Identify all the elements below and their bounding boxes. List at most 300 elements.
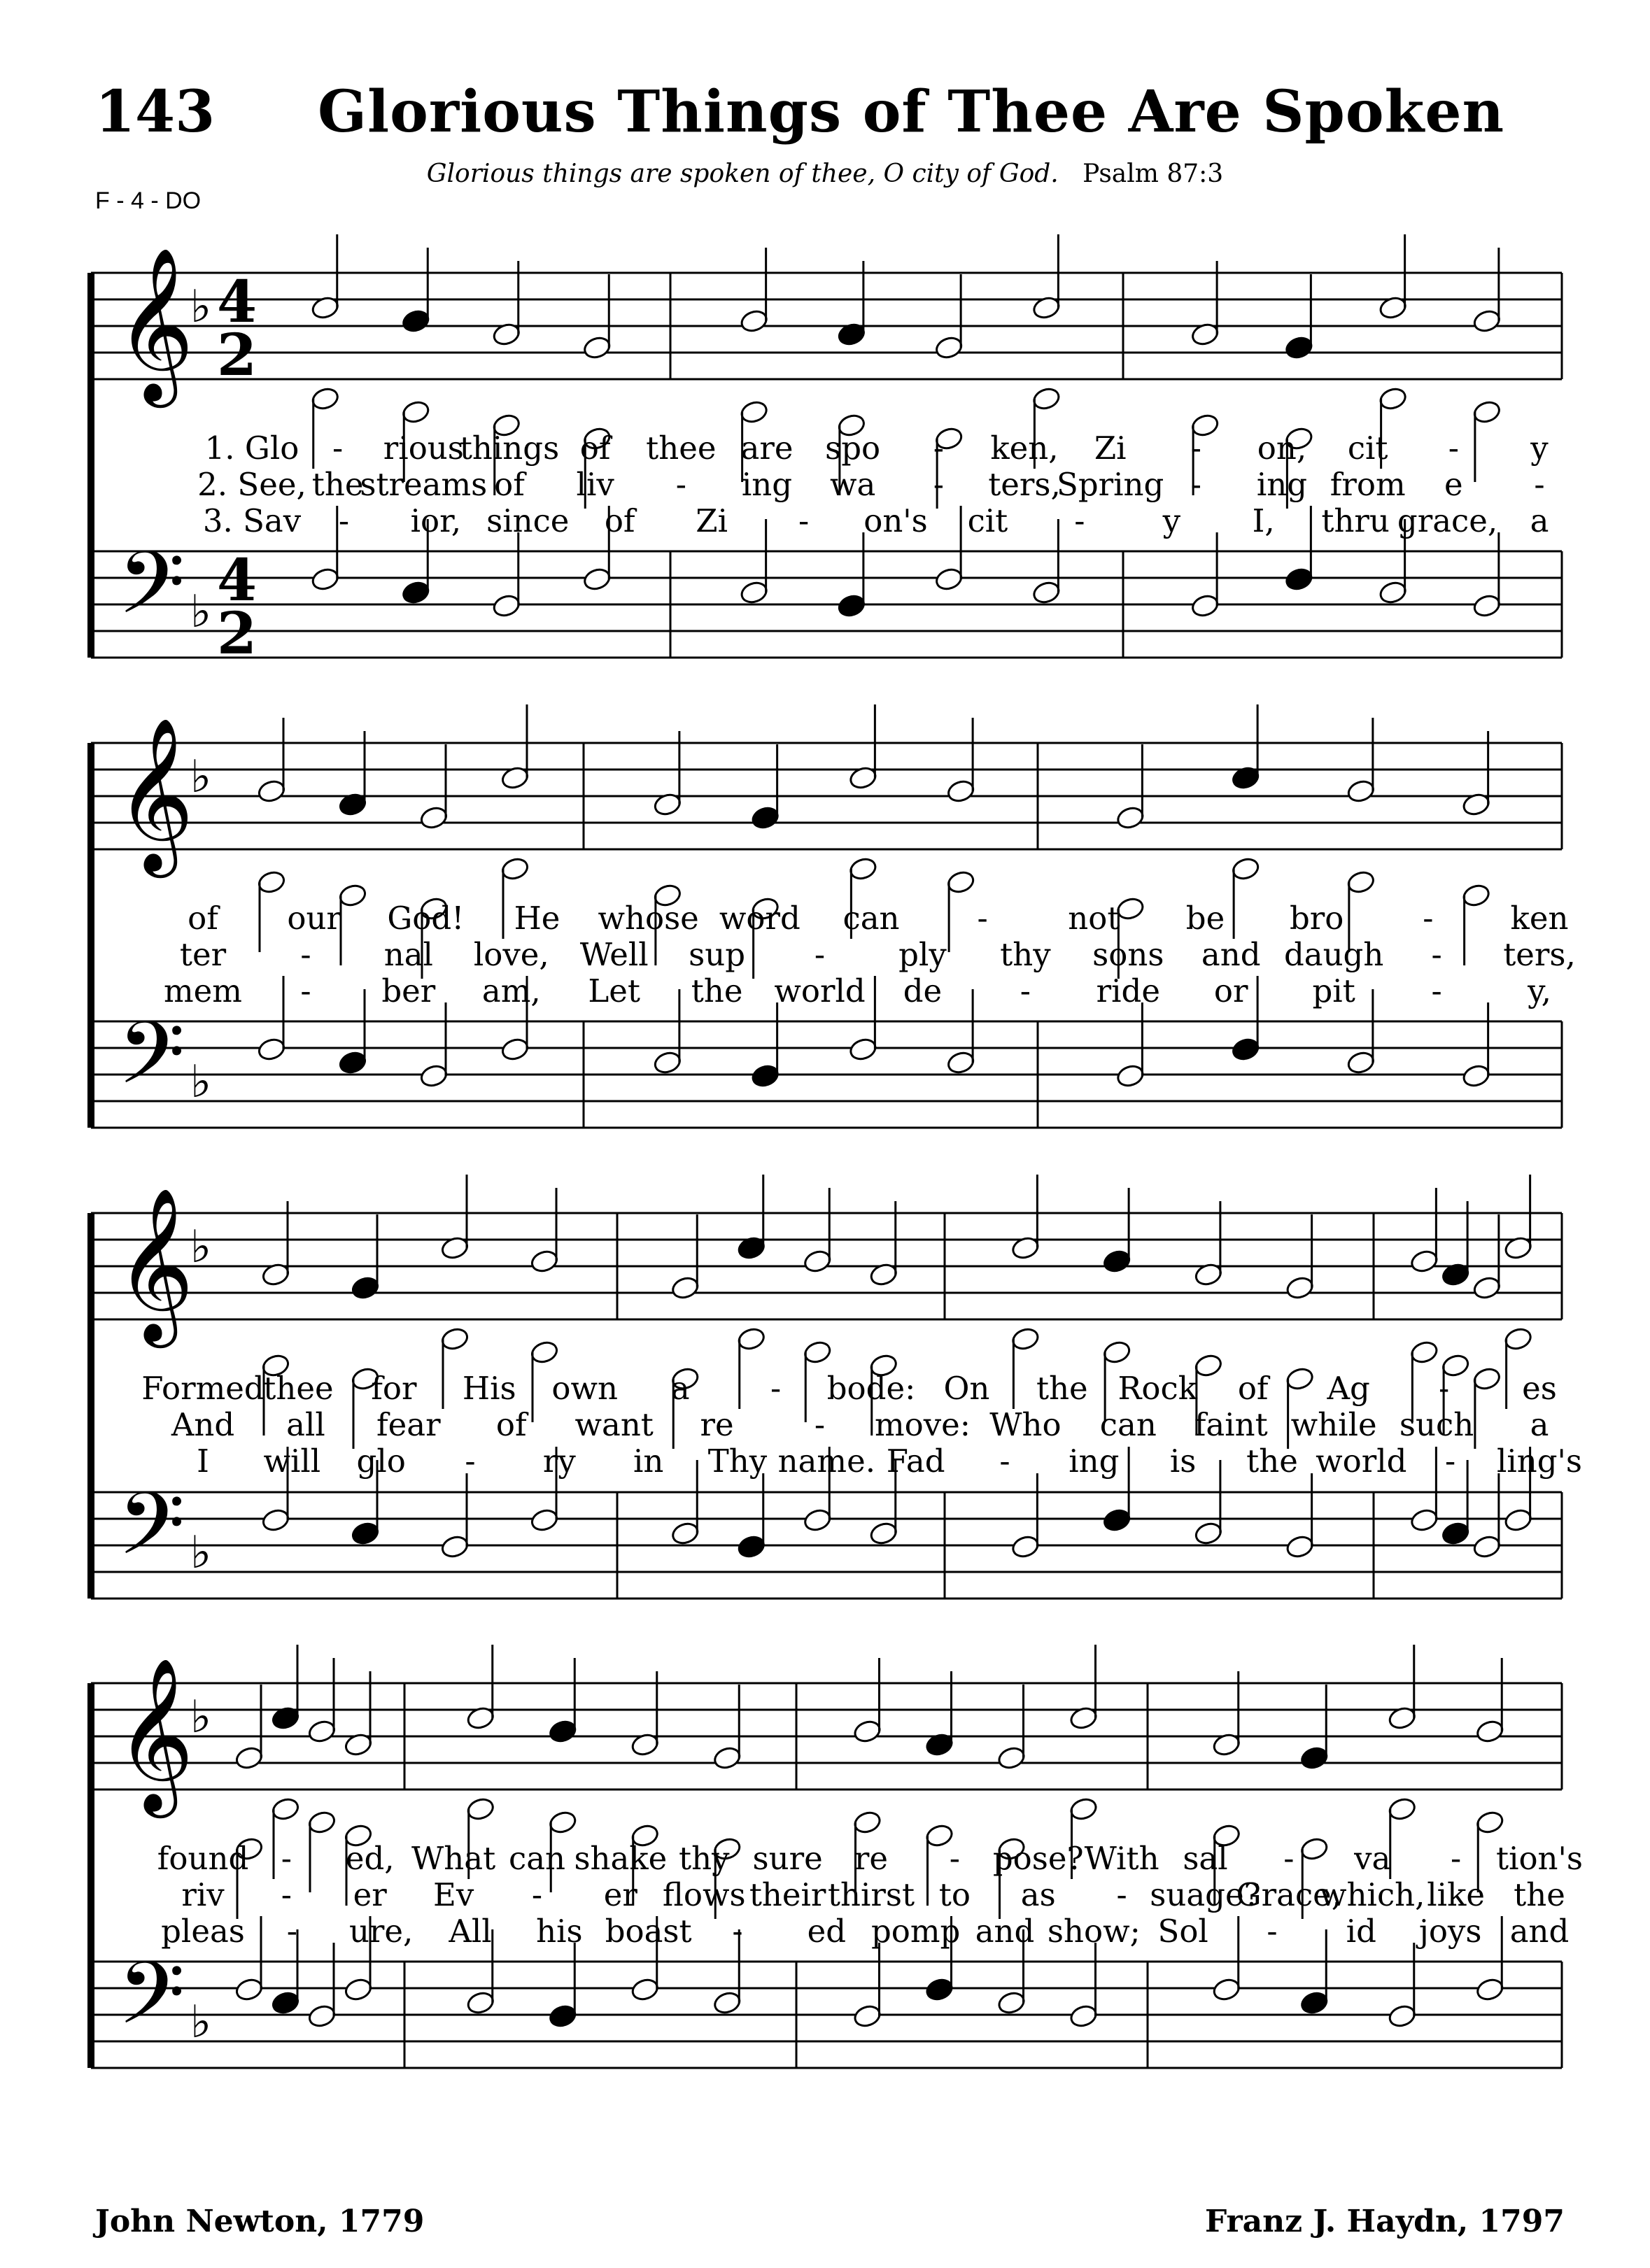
lyric-syllable: ber [381, 972, 436, 1009]
lyric-syllable: - [798, 502, 810, 539]
lyric-syllable: and [975, 1913, 1035, 1950]
lyric-syllable: ing [741, 466, 793, 503]
lyric-syllable: - [1074, 502, 1085, 539]
lyric-syllable: thirst [827, 1876, 915, 1913]
bass-clef-icon: 𝄢 [118, 533, 185, 655]
lyric-syllable: es [1522, 1370, 1557, 1407]
note-head [1194, 1353, 1224, 1379]
note-head [653, 1050, 683, 1076]
lyric-syllable: And [171, 1406, 235, 1443]
note-head [739, 309, 769, 334]
flat-icon: ♭ [190, 751, 212, 803]
note-head [868, 1521, 898, 1547]
note-head [440, 1534, 470, 1560]
epigraph-text: Glorious things are spoken of thee, O city of God. [426, 160, 1059, 188]
flat-icon: ♭ [190, 1692, 212, 1743]
lyric-syllable: grace, [1397, 502, 1498, 539]
lyric-syllable: his [536, 1913, 583, 1950]
lyric-syllable: - [1445, 1443, 1456, 1480]
lyric-syllable: - [814, 1406, 826, 1443]
note-head [491, 593, 521, 619]
lyric-syllable: ply [898, 936, 947, 973]
lyric-syllable: a [1530, 502, 1549, 539]
lyric-syllable: riv [181, 1876, 225, 1913]
lyric-syllable: ior, [410, 502, 462, 539]
lyric-syllable: thee [646, 430, 717, 467]
lyric-syllable: own [551, 1370, 618, 1407]
lyric-syllable: since [486, 502, 570, 539]
lyric-syllable: God! [387, 900, 465, 937]
note-head [530, 1508, 560, 1533]
lyric-syllable: or [1213, 972, 1248, 1009]
note-head [307, 2004, 337, 2029]
lyric-syllable: tion's [1495, 1840, 1584, 1877]
lyric-syllable: - [1431, 936, 1442, 973]
note-head [582, 567, 612, 593]
bass-clef-icon: 𝄢 [118, 1003, 185, 1125]
note-head [1284, 335, 1314, 361]
lyric-syllable: Let [588, 972, 640, 1009]
lyric-syllable: His [462, 1370, 516, 1407]
note-head [996, 1990, 1027, 2016]
note-head [852, 1719, 882, 1745]
lyric-syllable: id [1346, 1913, 1376, 1950]
lyric-syllable: I, [1252, 502, 1275, 539]
lyric-syllable: y, [1528, 972, 1551, 1009]
note-head [1031, 580, 1062, 606]
lyric-syllable: thy [1000, 936, 1051, 973]
time-signature: 2 [217, 600, 258, 667]
note-head [307, 1719, 337, 1745]
lyric-syllable: and [1509, 1913, 1570, 1950]
lyric-syllable: - [1431, 972, 1442, 1009]
lyric-syllable: their [749, 1876, 826, 1913]
flat-icon: ♭ [190, 1997, 212, 2048]
note-head [310, 567, 340, 593]
lyric-syllable: de [903, 972, 943, 1009]
lyric-syllable: which, [1320, 1876, 1425, 1913]
lyric-syllable: word [719, 900, 801, 937]
note-head [1299, 1745, 1330, 1771]
lyric-syllable: - [1448, 430, 1459, 467]
note-head [946, 779, 976, 805]
lyric-syllable: like [1427, 1876, 1485, 1913]
lyric-syllable: pomp [870, 1913, 961, 1950]
lyric-syllable: Ag [1327, 1370, 1370, 1407]
lyric-syllable: joys [1418, 1913, 1482, 1950]
lyric-syllable: ry [542, 1443, 576, 1480]
note-head [1472, 309, 1502, 334]
lyric-syllable: - [1283, 1840, 1295, 1877]
note-head [530, 1249, 560, 1275]
lyric-syllable: All [449, 1913, 492, 1950]
lyric-syllable: shake [574, 1840, 668, 1877]
lyric-syllable: is [1169, 1443, 1197, 1480]
treble-clef-icon: 𝄞 [115, 1657, 195, 1811]
note-head [803, 1508, 833, 1533]
note-head [1102, 1508, 1132, 1533]
note-head [934, 567, 964, 593]
lyric-syllable: and [1201, 936, 1261, 973]
lyric-syllable: - [1451, 1840, 1462, 1877]
note-head [440, 1326, 470, 1352]
note-head [338, 1050, 368, 1076]
note-head [924, 1977, 954, 2003]
note-head [271, 1990, 301, 2016]
note-head [351, 1275, 381, 1301]
lyric-syllable: - [300, 936, 311, 973]
lyric-syllable: fear [376, 1406, 441, 1443]
treble-clef-icon: 𝄞 [115, 716, 195, 871]
note-head [500, 1037, 530, 1063]
note-head [419, 805, 449, 831]
lyric-syllable: 3. Sav [202, 502, 302, 539]
lyric-syllable: move: [874, 1406, 971, 1443]
lyric-syllable: 2. See, [197, 466, 306, 503]
flat-icon: ♭ [190, 1056, 212, 1108]
note-head [1102, 1340, 1132, 1366]
note-head [1010, 1326, 1041, 1352]
lyric-syllable: suage? [1150, 1876, 1261, 1913]
lyric-syllable: ling's [1496, 1443, 1583, 1480]
lyric-syllable: rious [383, 430, 464, 467]
lyric-syllable: - [1534, 466, 1545, 503]
note-head [1299, 1836, 1330, 1862]
hymn-number: 143 [95, 78, 216, 146]
treble-clef-icon: 𝄞 [115, 1186, 195, 1341]
note-head [257, 1037, 287, 1063]
note-head [1387, 1796, 1417, 1822]
lyric-syllable: spo [825, 430, 881, 467]
lyric-syllable: cit [1347, 430, 1388, 467]
lyric-syllable: wa [829, 466, 876, 503]
note-head [1409, 1340, 1439, 1366]
note-head [401, 309, 431, 334]
note-head [261, 1508, 291, 1533]
note-head [1115, 896, 1145, 922]
lyric-syllable: - [465, 1443, 476, 1480]
note-head [1285, 1534, 1315, 1560]
note-head [1409, 1249, 1439, 1275]
note-head [852, 2004, 882, 2029]
lyric-syllable: - [732, 1913, 743, 1950]
epigraph-reference: Psalm 87:3 [1083, 160, 1224, 188]
note-head [465, 1796, 495, 1822]
lyric-syllable: bode: [826, 1370, 916, 1407]
lyric-syllable: bro [1289, 900, 1344, 937]
lyric-syllable: e [1444, 466, 1463, 503]
time-signature: 4 [217, 547, 258, 614]
note-head [344, 1977, 374, 2003]
note-head [530, 1340, 560, 1366]
lyric-syllable: er [603, 1876, 637, 1913]
note-head [670, 1521, 700, 1547]
lyric-syllable: found [157, 1840, 249, 1877]
lyric-syllable: - [933, 430, 944, 467]
lyric-syllable: - [770, 1370, 782, 1407]
lyric-syllable: world [774, 972, 866, 1009]
lyric-syllable: are [740, 430, 794, 467]
note-head [630, 1977, 660, 2003]
note-head [1115, 805, 1145, 831]
lyric-syllable: ing [1256, 466, 1308, 503]
note-head [1069, 2004, 1099, 2029]
note-head [739, 580, 769, 606]
note-head [1475, 1977, 1505, 2003]
lyric-syllable: things [459, 430, 560, 467]
lyric-syllable: - [1116, 1876, 1127, 1913]
lyric-syllable: of [495, 1406, 527, 1443]
lyric-syllable: - [286, 1913, 297, 1950]
lyric-syllable: nal [383, 936, 433, 973]
lyric-syllable: - [999, 1443, 1010, 1480]
note-head [946, 870, 976, 895]
note-head [1378, 580, 1408, 606]
lyric-syllable: streams [360, 466, 488, 503]
lyric-syllable: of [1237, 1370, 1269, 1407]
lyric-syllable: - [1267, 1913, 1278, 1950]
lyric-syllable: our [287, 900, 341, 937]
note-head [338, 883, 368, 909]
lyric-syllable: - [1020, 972, 1031, 1009]
lyric-syllable: sure [752, 1840, 823, 1877]
lyric-syllable: love, [473, 936, 549, 973]
note-head [1441, 1521, 1471, 1547]
note-head [401, 399, 431, 425]
lyric-syllable: - [1190, 430, 1201, 467]
lyric-syllable: a [1530, 1406, 1549, 1443]
note-head [582, 335, 612, 361]
lyric-syllable: thy [679, 1840, 730, 1877]
lyric-syllable: whose [598, 900, 699, 937]
lyric-syllable: - [1438, 1370, 1450, 1407]
note-head [1503, 1326, 1533, 1352]
note-head [736, 1534, 766, 1560]
lyric-syllable: as [1020, 1876, 1056, 1913]
lyric-syllable: He [514, 900, 560, 937]
note-head [1299, 1990, 1330, 2016]
note-head [1472, 399, 1502, 425]
note-head [419, 1063, 449, 1089]
lyric-syllable: in [633, 1443, 664, 1480]
note-head [1475, 1810, 1505, 1836]
flat-icon: ♭ [190, 1221, 212, 1273]
lyric-syllable: ed [807, 1913, 847, 1950]
time-signature: 2 [217, 322, 258, 389]
lyric-syllable: sal [1183, 1840, 1228, 1877]
lyric-syllable: the [1036, 1370, 1088, 1407]
lyric-syllable: - [281, 1876, 292, 1913]
note-head [257, 779, 287, 805]
lyric-syllable: a [670, 1370, 690, 1407]
note-head [1378, 386, 1408, 412]
lyric-syllable: y [1162, 502, 1180, 539]
note-head [1346, 870, 1376, 895]
flat-icon: ♭ [190, 586, 212, 638]
lyric-syllable: the [311, 466, 364, 503]
lyric-syllable: - [338, 502, 350, 539]
lyric-syllable: y [1530, 430, 1549, 467]
note-head [1069, 1796, 1099, 1822]
lyric-syllable: the [1514, 1876, 1565, 1913]
lyric-syllable: am, [481, 972, 541, 1009]
lyric-syllable: Grace, [1236, 1876, 1342, 1913]
note-head [1472, 1534, 1502, 1560]
note-head [271, 1796, 301, 1822]
lyric-syllable: - [332, 430, 344, 467]
note-head [1346, 779, 1376, 805]
note-head [1010, 1534, 1041, 1560]
lyric-syllable: to [938, 1876, 971, 1913]
note-head [750, 805, 780, 831]
note-head [1409, 1508, 1439, 1533]
lyric-syllable: on's [863, 502, 928, 539]
lyric-syllable: Who [989, 1406, 1062, 1443]
lyric-syllable: sons [1092, 936, 1164, 973]
note-head [837, 593, 867, 619]
words-credit: John Newton, 1779 [95, 2204, 425, 2239]
lyric-syllable: thee [263, 1370, 334, 1407]
lyric-syllable: want [574, 1406, 654, 1443]
note-head [234, 1977, 265, 2003]
lyric-syllable: thru [1321, 502, 1390, 539]
note-head [803, 1249, 833, 1275]
note-head [548, 2004, 578, 2029]
lyric-syllable: Well [579, 936, 649, 973]
lyric-syllable: er [353, 1876, 387, 1913]
lyric-syllable: re [854, 1840, 889, 1877]
note-head [1285, 1275, 1315, 1301]
note-head [1284, 567, 1314, 593]
lyric-syllable: glo [356, 1443, 406, 1480]
bass-clef-icon: 𝄢 [118, 1474, 185, 1596]
note-head [739, 399, 769, 425]
lyric-syllable: Zi [696, 502, 728, 539]
lyric-syllable: - [675, 466, 686, 503]
note-head [1387, 2004, 1417, 2029]
lyric-syllable: re [700, 1406, 734, 1443]
note-head [1346, 1050, 1376, 1076]
lyric-syllable: boast [605, 1913, 692, 1950]
lyric-syllable: - [1423, 900, 1434, 937]
lyric-syllable: liv [576, 466, 614, 503]
lyric-syllable: Fad [886, 1443, 945, 1480]
lyric-syllable: - [531, 1876, 543, 1913]
lyric-syllable: ken, [990, 430, 1059, 467]
note-head [1211, 1977, 1241, 2003]
lyric-syllable: daugh [1283, 936, 1384, 973]
lyric-syllable: - [300, 972, 311, 1009]
flat-icon: ♭ [190, 1527, 212, 1579]
lyric-syllable: - [814, 936, 826, 973]
lyric-syllable: can [1099, 1406, 1157, 1443]
treble-clef-icon: 𝄞 [115, 246, 195, 401]
note-head [852, 1810, 882, 1836]
note-head [548, 1719, 578, 1745]
lyric-syllable: I [197, 1443, 209, 1480]
note-head [1031, 386, 1062, 412]
note-head [996, 1745, 1027, 1771]
lyric-syllable: the [691, 972, 743, 1009]
note-head [1102, 1249, 1132, 1275]
lyric-syllable: - [281, 1840, 292, 1877]
lyric-syllable: 1. Glo [204, 430, 299, 467]
lyric-syllable: from [1330, 466, 1406, 503]
lyric-syllable: Rock [1117, 1370, 1198, 1407]
lyric-syllable: ter [179, 936, 227, 973]
note-head [934, 335, 964, 361]
lyric-syllable: be [1185, 900, 1225, 937]
note-head [1475, 1719, 1505, 1745]
lyric-syllable: ride [1096, 972, 1160, 1009]
lyric-syllable: pleas [161, 1913, 245, 1950]
lyric-syllable: ing [1069, 1443, 1120, 1480]
time-signature: 4 [217, 269, 258, 336]
note-head [848, 1037, 878, 1063]
note-head [1461, 1063, 1491, 1089]
lyric-syllable: - [977, 900, 988, 937]
music-credit: Franz J. Haydn, 1797 [1205, 2204, 1565, 2239]
lyric-syllable: Sol [1157, 1913, 1208, 1950]
note-head [750, 1063, 780, 1089]
lyric-syllable: va [1354, 1840, 1391, 1877]
note-head [351, 1521, 381, 1547]
lyric-syllable: With [1084, 1840, 1159, 1877]
note-head [1194, 1521, 1224, 1547]
note-head [1285, 1366, 1315, 1392]
lyric-syllable: of [188, 900, 218, 937]
note-head [848, 856, 878, 882]
lyric-syllable: not [1068, 900, 1120, 937]
lyric-syllable: while [1290, 1406, 1377, 1443]
note-head [1231, 1037, 1261, 1063]
lyric-syllable: ure, [348, 1913, 414, 1950]
note-head [712, 1745, 742, 1771]
lyric-syllable: Zi [1094, 430, 1127, 467]
hymn-title: Glorious Things of Thee Are Spoken [318, 78, 1505, 146]
lyric-syllable: all [286, 1406, 325, 1443]
note-head [401, 580, 431, 606]
note-head [500, 856, 530, 882]
note-head [257, 870, 287, 895]
lyric-syllable: will [263, 1443, 321, 1480]
note-head [803, 1340, 833, 1366]
key-indicator: F - 4 - DO [95, 187, 202, 214]
lyric-syllable: pit [1312, 972, 1355, 1009]
lyric-syllable: the [1246, 1443, 1298, 1480]
note-head [465, 1990, 495, 2016]
note-head [307, 1810, 337, 1836]
lyric-syllable: On [943, 1370, 990, 1407]
note-head [1190, 593, 1220, 619]
lyric-syllable: Spring [1056, 466, 1164, 503]
note-head [234, 1745, 265, 1771]
lyric-syllable: of [604, 502, 635, 539]
note-head [736, 1326, 766, 1352]
lyric-syllable: such [1399, 1406, 1474, 1443]
lyric-syllable: Formed [141, 1370, 265, 1407]
lyric-syllable: sup [689, 936, 746, 973]
note-head [1472, 593, 1502, 619]
lyric-syllable: pose? [992, 1840, 1084, 1877]
lyric-syllable: flows [662, 1876, 746, 1913]
lyric-syllable: faint [1194, 1406, 1268, 1443]
note-head [548, 1810, 578, 1836]
note-head [1472, 1275, 1502, 1301]
lyric-syllable: world [1316, 1443, 1407, 1480]
note-head [1115, 1063, 1145, 1089]
lyric-syllable: ed, [345, 1840, 395, 1877]
